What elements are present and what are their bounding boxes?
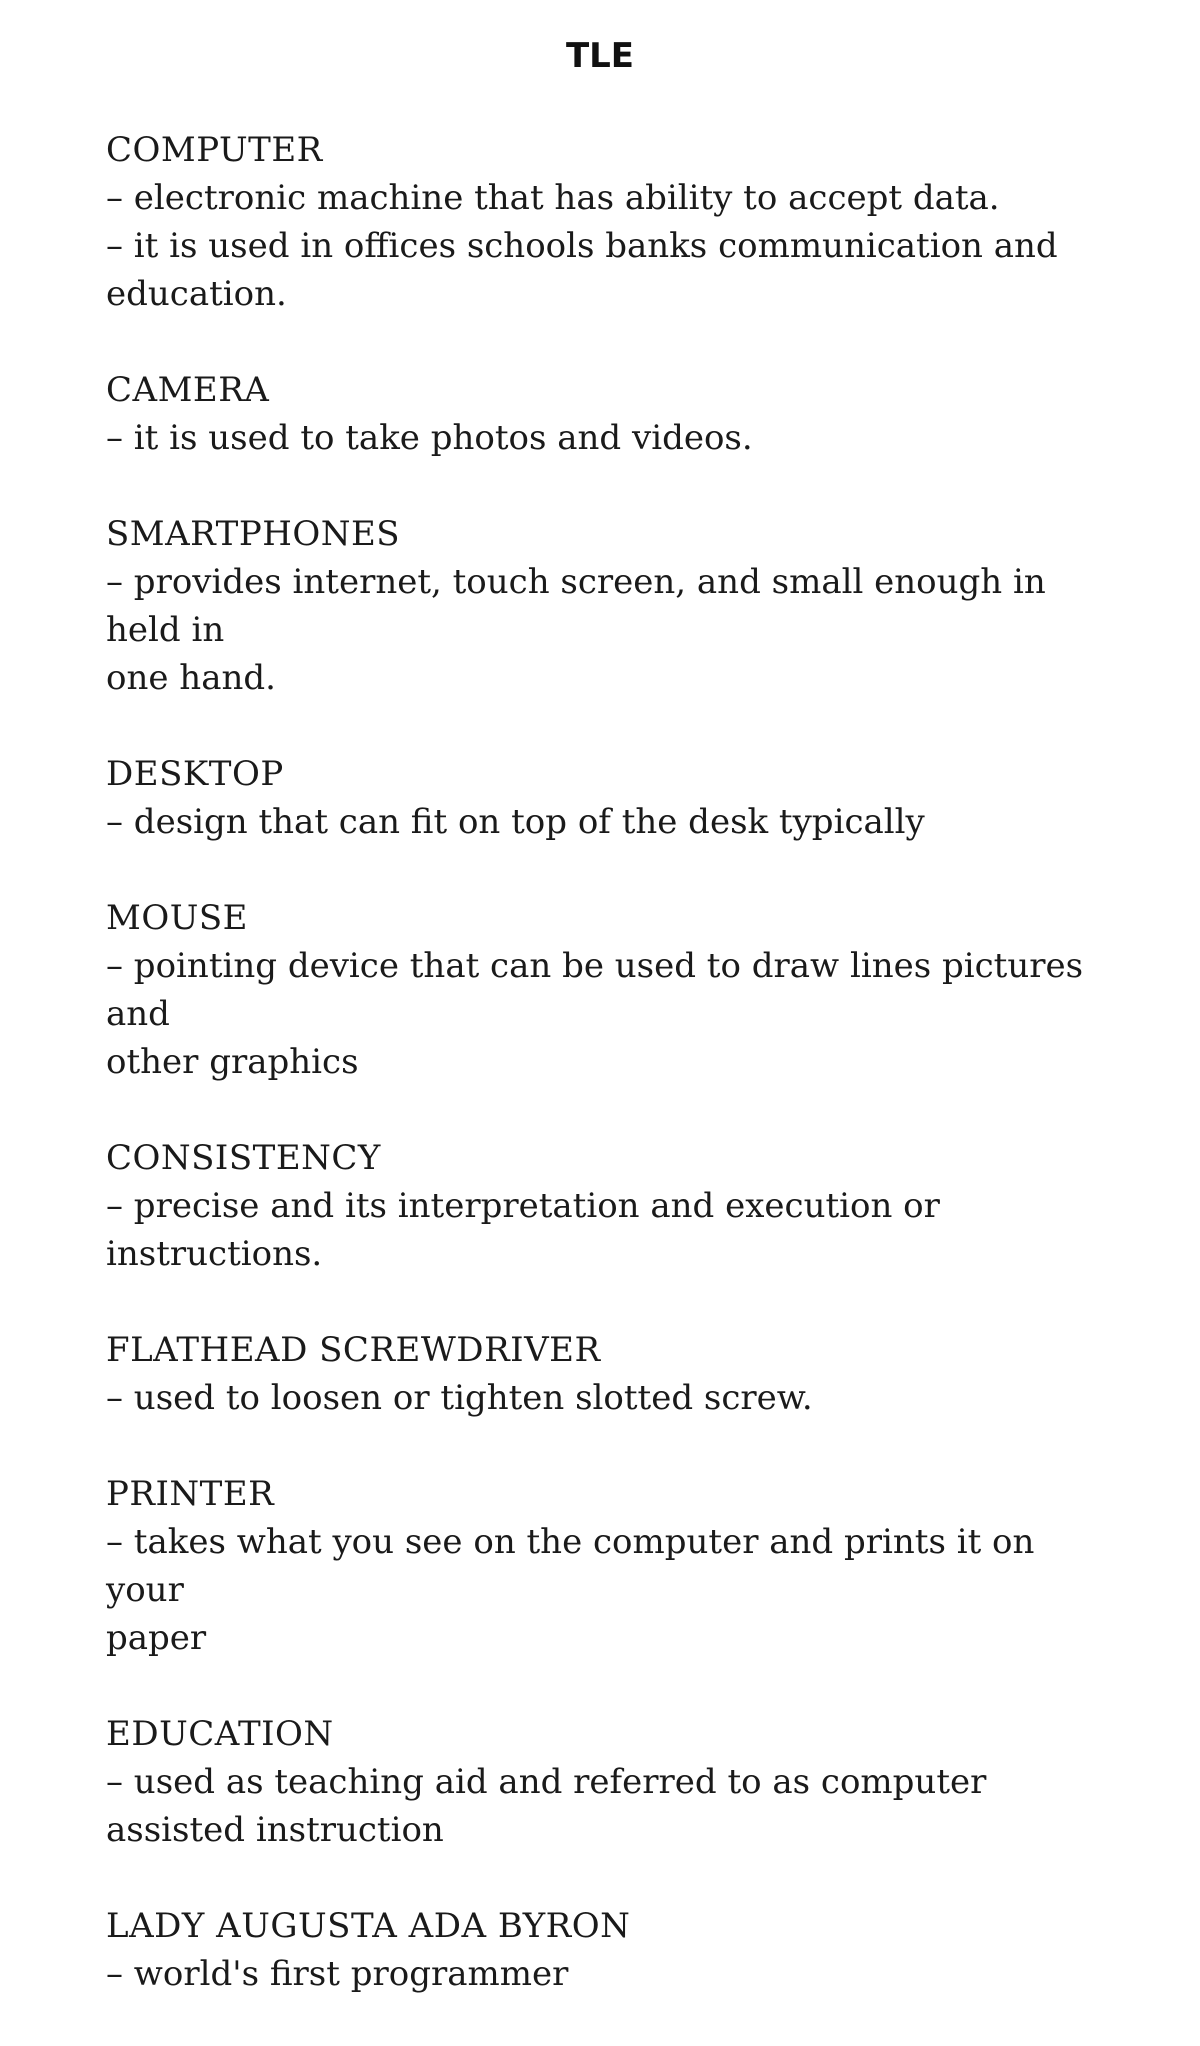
entry-definition-line: – it is used in offices schools banks communication and: [106, 226, 1058, 266]
entry-term: COMPUTER: [106, 130, 323, 170]
entry-education: [106, 1710, 1106, 1854]
entry-definition-line: – it is used to take photos and videos.: [106, 418, 753, 458]
entry-definition-line: – used to loosen or tighten slotted screw.: [106, 1378, 813, 1418]
entry-desktop: [106, 750, 1106, 846]
entry-definition-line: assisted instruction: [106, 1810, 444, 1850]
entry-term: MOUSE: [106, 898, 248, 938]
entry-term: PRINTER: [106, 1474, 275, 1514]
entry-term: CONSISTENCY: [106, 1138, 381, 1178]
entry-definition-line: – pointing device that can be used to draw lines pictures and: [106, 946, 1084, 1034]
document-page: [88, 0, 1112, 1994]
entry-lady-augusta-ada-byron: [106, 1902, 1106, 1998]
entry-smartphones: [106, 510, 1106, 702]
entry-computer: [106, 126, 1106, 318]
entry-printer: [106, 1470, 1106, 1662]
entry-definition-line: paper: [106, 1618, 207, 1658]
entry-definition-line: education.: [106, 274, 287, 314]
entry-definition-line: – electronic machine that has ability to accept data.: [106, 178, 1000, 218]
entry-term: LADY AUGUSTA ADA BYRON: [106, 1906, 631, 1946]
entry-term: DESKTOP: [106, 754, 284, 794]
entry-consistency: [106, 1134, 1106, 1278]
entry-definition-line: other graphics: [106, 1042, 359, 1082]
entry-definition-line: – design that can fit on top of the desk typically: [106, 802, 925, 842]
entry-flathead-screwdriver: [106, 1326, 1106, 1422]
entry-definition-line: – provides internet, touch screen, and small enough in held in: [106, 562, 1046, 650]
entry-term: FLATHEAD SCREWDRIVER: [106, 1330, 601, 1370]
entry-definition-line: one hand.: [106, 658, 276, 698]
entry-definition-line: – precise and its interpretation and execution or instructions.: [106, 1186, 940, 1274]
entry-definition-line: – used as teaching aid and referred to as computer: [106, 1762, 987, 1802]
entry-camera: [106, 366, 1106, 462]
entry-definition-line: – world's first programmer: [106, 1954, 569, 1994]
entry-term: EDUCATION: [106, 1714, 334, 1754]
entry-list: [106, 126, 1106, 2046]
entry-term: SMARTPHONES: [106, 514, 401, 554]
entry-mouse: [106, 894, 1106, 1086]
entry-term: CAMERA: [106, 370, 270, 410]
entry-definition-line: – takes what you see on the computer and prints it on your: [106, 1522, 1035, 1610]
document-title: TLE: [565, 36, 635, 76]
